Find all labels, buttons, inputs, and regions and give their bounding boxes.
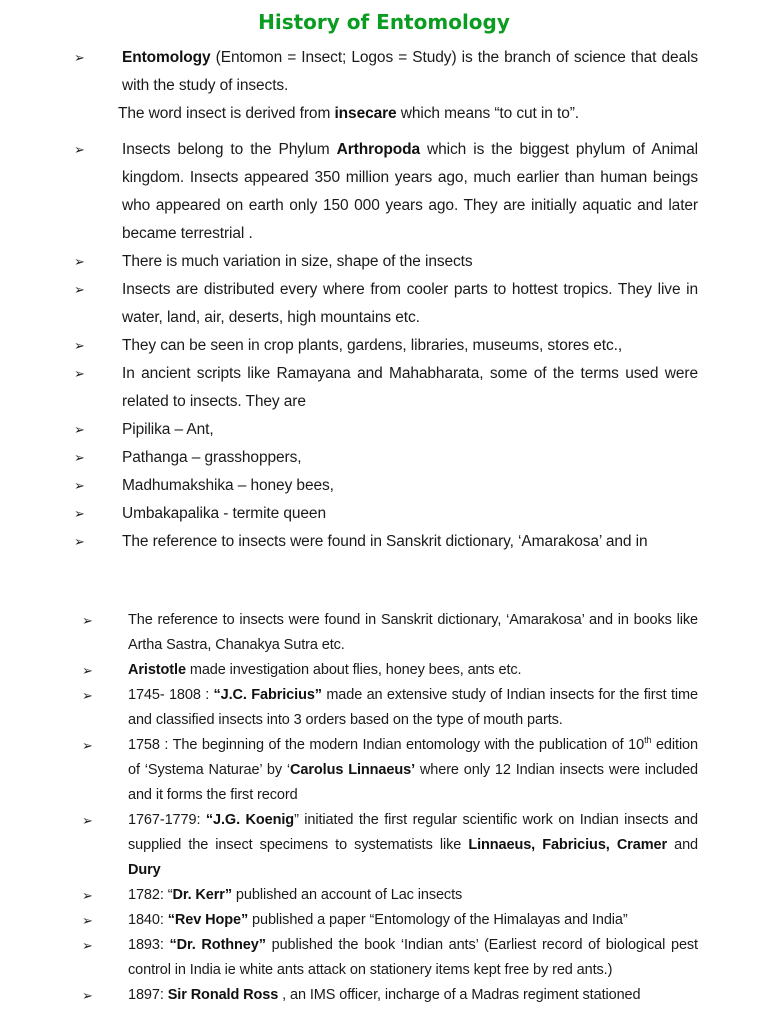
arrow-bullet-icon: ➢: [74, 450, 85, 465]
text-segment: edition of ‘Systema Naturae’ by ‘: [128, 737, 698, 778]
document-title: History of Entomology: [258, 10, 510, 34]
bold-term: Aristotle: [128, 662, 186, 678]
bullet-item: [0, 276, 768, 332]
arrow-bullet-icon: ➢: [82, 663, 93, 678]
paragraph: [0, 100, 768, 128]
text-segment: 1745- 1808 :: [128, 687, 214, 703]
text-segment: which means “to cut in to”.: [396, 105, 579, 122]
arrow-bullet-icon: ➢: [74, 422, 85, 437]
bold-term: Dury: [128, 862, 161, 878]
text-segment: , an IMS officer, incharge of a Madras regiment stationed: [278, 987, 641, 1003]
text-segment: Madhumakshika – honey bees,: [122, 477, 334, 494]
bullet-item: [0, 933, 768, 983]
arrow-bullet-icon: ➢: [74, 282, 85, 297]
arrow-bullet-icon: ➢: [82, 988, 93, 1003]
text-segment: 1758 : The beginning of the modern Indian entomology with the publication of 10: [128, 737, 645, 753]
arrow-bullet-icon: ➢: [74, 366, 85, 381]
bullet-item: [0, 608, 768, 658]
page-1-content: [0, 44, 768, 550]
text-segment: Insects belong to the Phylum: [122, 141, 337, 158]
text-segment: The reference to insects were found in Sanskrit dictionary, ‘Amarakosa’ and in: [122, 533, 648, 550]
bold-term: “Dr. Rothney”: [169, 937, 266, 953]
text-segment: 1782: “: [128, 887, 173, 903]
text-segment: 1840:: [128, 912, 168, 928]
bold-term: Arthropoda: [336, 141, 421, 158]
bullet-item: [0, 883, 768, 908]
spacer: [0, 128, 768, 136]
arrow-bullet-icon: ➢: [74, 534, 85, 549]
arrow-bullet-icon: ➢: [82, 738, 93, 753]
text-segment: 1893:: [128, 937, 170, 953]
bullet-item: [0, 44, 768, 100]
bold-term: Carolus Linnaeus’: [290, 762, 415, 778]
arrow-bullet-icon: ➢: [82, 888, 93, 903]
text-segment: 1897:: [128, 987, 168, 1003]
text-segment: published an account of Lac insects: [232, 887, 463, 903]
bold-term: Dr. Kerr”: [172, 887, 232, 903]
bold-term: Sir Ronald Ross: [167, 987, 279, 1003]
text-segment: ” initiated the first regular scientific work on Indian insects and supplied the insect specimens to systematists like: [128, 812, 698, 853]
bullet-item: [0, 136, 768, 248]
arrow-bullet-icon: ➢: [74, 478, 85, 493]
bullet-item: [0, 416, 768, 444]
bold-term: insecare: [334, 105, 397, 122]
bullet-item: [0, 500, 768, 528]
text-segment: where only 12 Indian insects were included and it forms the first record: [128, 762, 698, 803]
text-segment: made an extensive study of Indian insects for the first time and classified insects into 3 orders based on the type of mouth parts.: [128, 687, 698, 728]
arrow-bullet-icon: ➢: [74, 254, 85, 269]
text-segment: The reference to insects were found in Sanskrit dictionary, ‘Amarakosa’ and in books like Artha Sastra, Chanakya Sutra etc.: [128, 612, 698, 653]
bullet-item: [0, 683, 768, 733]
bullet-item: [0, 658, 768, 683]
text-segment: which is the biggest phylum of Animal kingdom. Insects appeared 350 million years ago, much earlier than human beings who appeared on earth only 150 000 years ago. They are initially aquatic and later became terrestrial .: [122, 141, 698, 242]
text-segment: They can be seen in crop plants, gardens, libraries, museums, stores etc.,: [122, 337, 623, 354]
text-segment: 1767-1779:: [128, 812, 206, 828]
text-segment: and: [667, 837, 698, 853]
arrow-bullet-icon: ➢: [74, 506, 85, 521]
bullet-item: [0, 360, 768, 416]
arrow-bullet-icon: ➢: [74, 50, 85, 65]
bullet-item: [0, 248, 768, 276]
bullet-item: [0, 528, 768, 550]
arrow-bullet-icon: ➢: [82, 813, 93, 828]
text-segment: published a paper “Entomology of the Himalayas and India”: [248, 912, 628, 928]
text-segment: th: [644, 735, 652, 746]
text-segment: (Entomon = Insect; Logos = Study) is the branch of science that deals with the study of insects.: [122, 49, 698, 94]
arrow-bullet-icon: ➢: [82, 913, 93, 928]
text-segment: The word insect is derived from: [118, 105, 335, 122]
arrow-bullet-icon: ➢: [74, 338, 85, 353]
bullet-item: [0, 808, 768, 883]
bullet-item: [0, 983, 768, 1008]
bullet-item: [0, 908, 768, 933]
bullet-item: [0, 472, 768, 500]
arrow-bullet-icon: ➢: [82, 938, 93, 953]
text-segment: Insects are distributed every where from cooler parts to hottest tropics. They live in water, land, air, deserts, high mountains etc.: [122, 281, 698, 326]
text-segment: In ancient scripts like Ramayana and Mahabharata, some of the terms used were related to insects. They are: [122, 365, 698, 410]
bold-term: “J.G. Koenig: [205, 812, 295, 828]
bold-term: “J.C. Fabricius”: [213, 687, 322, 703]
text-segment: There is much variation in size, shape of the insects: [122, 253, 473, 270]
page-2-content: [0, 608, 768, 1024]
arrow-bullet-icon: ➢: [74, 142, 85, 157]
text-segment: Umbakapalika - termite queen: [122, 505, 326, 522]
bullet-item: [0, 332, 768, 360]
arrow-bullet-icon: ➢: [82, 688, 93, 703]
bold-term: “Rev Hope”: [167, 912, 249, 928]
text-segment: Pipilika – Ant,: [122, 421, 214, 438]
bullet-item: [0, 444, 768, 472]
arrow-bullet-icon: ➢: [82, 613, 93, 628]
bold-term: Entomology: [122, 49, 211, 66]
text-segment: made investigation about flies, honey bees, ants etc.: [185, 662, 522, 678]
bold-term: Linnaeus, Fabricius, Cramer: [468, 837, 667, 853]
text-segment: Pathanga – grasshoppers,: [122, 449, 302, 466]
bullet-item: [0, 733, 768, 808]
text-segment: published the book ‘Indian ants’ (Earliest record of biological pest control in India ie white ants attack on stationery items kept free by red ants.): [128, 937, 698, 978]
